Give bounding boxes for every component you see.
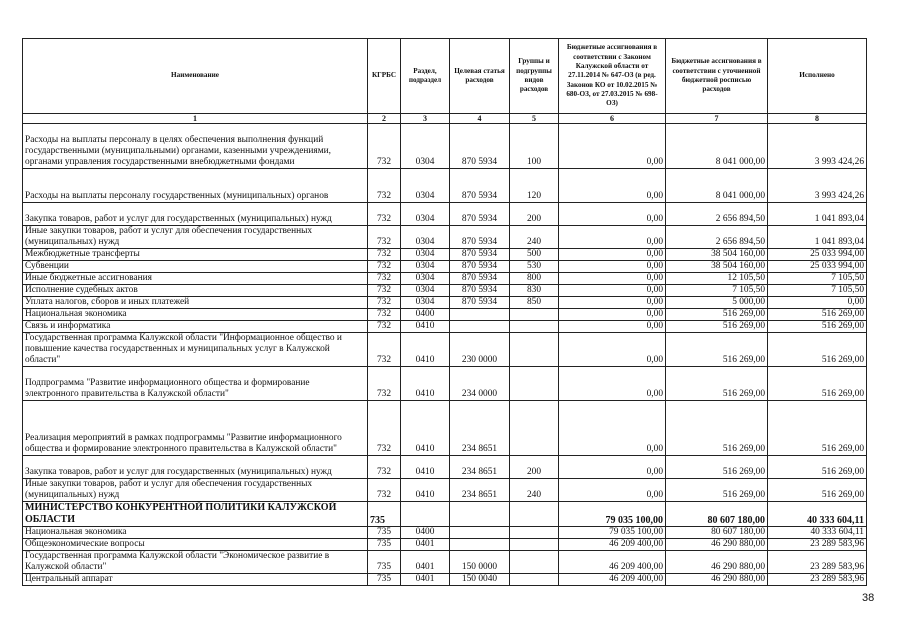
column-number: 2 — [368, 114, 401, 124]
row-name: Иные закупки товаров, работ и услуг для обеспечения государственных (муниципальных) нужд — [23, 479, 368, 502]
row-kgrbs: 732 — [368, 203, 401, 226]
header-statia: Целевая статья расходов — [450, 39, 510, 114]
table-row — [23, 527, 867, 539]
table-row — [23, 226, 867, 249]
row-kgrbs: 732 — [368, 249, 401, 261]
row-ispolneno: 516 269,00 — [768, 401, 867, 456]
table-row — [23, 249, 867, 261]
row-vid: 240 — [510, 226, 559, 249]
row-ispolneno: 1 041 893,04 — [768, 226, 867, 249]
row-name: Общеэкономические вопросы — [23, 539, 368, 551]
budget-execution-table — [22, 38, 867, 586]
row-budget-refined: 516 269,00 — [666, 367, 768, 401]
row-vid — [510, 574, 559, 586]
row-kgrbs: 732 — [368, 321, 401, 333]
row-name: Закупка товаров, работ и услуг для государственных (муниципальных) нужд — [23, 456, 368, 479]
row-razdel: 0410 — [401, 479, 450, 502]
table-row — [23, 333, 867, 367]
row-budget-refined: 7 105,50 — [666, 285, 768, 297]
row-budget-law: 0,00 — [559, 261, 666, 273]
row-statia: 234 8651 — [450, 479, 510, 502]
header-budget-refined: Бюджетные ассигнования в соответствии с уточненной бюджетной росписью расходов — [666, 39, 768, 114]
row-ispolneno: 23 289 583,96 — [768, 551, 867, 574]
row-vid — [510, 539, 559, 551]
row-budget-law: 0,00 — [559, 333, 666, 367]
row-statia: 870 5934 — [450, 285, 510, 297]
row-budget-law: 79 035 100,00 — [559, 527, 666, 539]
table-row — [23, 297, 867, 309]
row-budget-refined: 516 269,00 — [666, 456, 768, 479]
row-ispolneno: 0,00 — [768, 297, 867, 309]
row-vid: 500 — [510, 249, 559, 261]
row-ispolneno: 7 105,50 — [768, 285, 867, 297]
row-vid — [510, 551, 559, 574]
row-name: Реализация мероприятий в рамках подпрограммы "Развитие информационного общества и формирование электронного правительства в Калужской области" — [23, 401, 368, 456]
table-row — [23, 551, 867, 574]
row-ispolneno: 516 269,00 — [768, 479, 867, 502]
row-ispolneno: 516 269,00 — [768, 333, 867, 367]
row-name: Иные закупки товаров, работ и услуг для обеспечения государственных (муниципальных) нужд — [23, 226, 368, 249]
row-statia — [450, 321, 510, 333]
row-name: Иные бюджетные ассигнования — [23, 273, 368, 285]
row-budget-law: 0,00 — [559, 297, 666, 309]
row-vid: 200 — [510, 203, 559, 226]
row-name: Субвенции — [23, 261, 368, 273]
table-row — [23, 574, 867, 586]
row-budget-law: 79 035 100,00 — [559, 502, 666, 527]
row-statia: 150 0040 — [450, 574, 510, 586]
row-ispolneno: 1 041 893,04 — [768, 203, 867, 226]
table-row — [23, 321, 867, 333]
row-budget-law: 0,00 — [559, 309, 666, 321]
row-budget-refined: 46 290 880,00 — [666, 551, 768, 574]
column-number: 7 — [666, 114, 768, 124]
row-budget-law: 0,00 — [559, 226, 666, 249]
row-kgrbs: 735 — [368, 527, 401, 539]
row-budget-refined: 46 290 880,00 — [666, 539, 768, 551]
row-vid — [510, 321, 559, 333]
row-budget-law: 0,00 — [559, 401, 666, 456]
row-statia: 234 8651 — [450, 401, 510, 456]
row-kgrbs: 735 — [368, 539, 401, 551]
row-vid: 120 — [510, 169, 559, 203]
row-statia: 234 8651 — [450, 456, 510, 479]
row-name: Государственная программа Калужской области "Экономическое развитие в Калужской области" — [23, 551, 368, 574]
row-budget-refined: 12 105,50 — [666, 273, 768, 285]
table-row — [23, 273, 867, 285]
row-ispolneno: 3 993 424,26 — [768, 124, 867, 169]
row-budget-law: 0,00 — [559, 321, 666, 333]
table-row — [23, 124, 867, 169]
row-budget-law: 0,00 — [559, 479, 666, 502]
row-kgrbs: 735 — [368, 502, 401, 527]
header-name: Наименование — [23, 39, 368, 114]
row-statia: 870 5934 — [450, 261, 510, 273]
row-razdel: 0400 — [401, 309, 450, 321]
row-budget-law: 0,00 — [559, 456, 666, 479]
row-vid: 530 — [510, 261, 559, 273]
table-row — [23, 203, 867, 226]
row-razdel: 0304 — [401, 285, 450, 297]
header-ispolneno: Исполнено — [768, 39, 867, 114]
row-kgrbs: 732 — [368, 297, 401, 309]
row-razdel: 0410 — [401, 333, 450, 367]
row-razdel: 0410 — [401, 321, 450, 333]
row-vid: 850 — [510, 297, 559, 309]
row-budget-refined: 516 269,00 — [666, 333, 768, 367]
row-budget-refined: 8 041 000,00 — [666, 169, 768, 203]
row-name: Закупка товаров, работ и услуг для государственных (муниципальных) нужд — [23, 203, 368, 226]
row-budget-law: 0,00 — [559, 285, 666, 297]
table-row — [23, 309, 867, 321]
row-name: Исполнение судебных актов — [23, 285, 368, 297]
row-razdel: 0304 — [401, 124, 450, 169]
row-budget-refined: 516 269,00 — [666, 309, 768, 321]
row-razdel: 0400 — [401, 527, 450, 539]
column-number: 3 — [401, 114, 450, 124]
column-number: 8 — [768, 114, 867, 124]
row-ispolneno: 25 033 994,00 — [768, 249, 867, 261]
row-razdel: 0304 — [401, 249, 450, 261]
row-kgrbs: 732 — [368, 401, 401, 456]
header-gruppy: Группы и подгруппы видов расходов — [510, 39, 559, 114]
row-razdel: 0304 — [401, 261, 450, 273]
row-budget-refined: 5 000,00 — [666, 297, 768, 309]
row-kgrbs: 732 — [368, 273, 401, 285]
row-ispolneno: 3 993 424,26 — [768, 169, 867, 203]
row-budget-refined: 2 656 894,50 — [666, 203, 768, 226]
row-statia: 870 5934 — [450, 226, 510, 249]
row-kgrbs: 735 — [368, 574, 401, 586]
column-number: 1 — [23, 114, 368, 124]
row-kgrbs: 735 — [368, 551, 401, 574]
row-razdel: 0401 — [401, 551, 450, 574]
row-budget-refined: 516 269,00 — [666, 321, 768, 333]
row-ispolneno: 23 289 583,96 — [768, 574, 867, 586]
row-name: Национальная экономика — [23, 527, 368, 539]
row-name: Межбюджетные трансферты — [23, 249, 368, 261]
header-kgrbs: КГРБС — [368, 39, 401, 114]
row-razdel: 0304 — [401, 169, 450, 203]
row-budget-refined: 2 656 894,50 — [666, 226, 768, 249]
row-statia: 230 0000 — [450, 333, 510, 367]
row-name: Подпрограмма "Развитие информационного общества и формирование электронного правительства в Калужской области" — [23, 367, 368, 401]
row-budget-refined: 38 504 160,00 — [666, 249, 768, 261]
row-kgrbs: 732 — [368, 367, 401, 401]
column-number: 6 — [559, 114, 666, 124]
header-razdel: Раздел, подраздел — [401, 39, 450, 114]
page-number: 38 — [862, 592, 875, 604]
row-kgrbs: 732 — [368, 479, 401, 502]
row-vid — [510, 401, 559, 456]
row-budget-refined: 46 290 880,00 — [666, 574, 768, 586]
row-statia — [450, 309, 510, 321]
row-budget-law: 0,00 — [559, 367, 666, 401]
row-name: Государственная программа Калужской области "Информационное общество и повышение качества государственных и муниципальных услуг в Калужской области" — [23, 333, 368, 367]
row-statia: 234 0000 — [450, 367, 510, 401]
row-kgrbs: 732 — [368, 169, 401, 203]
table-row — [23, 367, 867, 401]
row-kgrbs: 732 — [368, 285, 401, 297]
row-vid — [510, 309, 559, 321]
row-budget-law: 0,00 — [559, 124, 666, 169]
row-name: Расходы на выплаты персоналу государственных (муниципальных) органов — [23, 169, 368, 203]
row-kgrbs: 732 — [368, 124, 401, 169]
row-ispolneno: 25 033 994,00 — [768, 261, 867, 273]
table-row — [23, 169, 867, 203]
row-budget-refined: 38 504 160,00 — [666, 261, 768, 273]
row-razdel: 0401 — [401, 539, 450, 551]
row-kgrbs: 732 — [368, 261, 401, 273]
row-vid: 240 — [510, 479, 559, 502]
row-name: Уплата налогов, сборов и иных платежей — [23, 297, 368, 309]
row-ispolneno: 516 269,00 — [768, 321, 867, 333]
row-kgrbs: 732 — [368, 226, 401, 249]
row-statia: 870 5934 — [450, 124, 510, 169]
column-number: 5 — [510, 114, 559, 124]
row-name: Национальная экономика — [23, 309, 368, 321]
row-name: МИНИСТЕРСТВО КОНКУРЕНТНОЙ ПОЛИТИКИ КАЛУЖСКОЙ ОБЛАСТИ — [23, 502, 368, 527]
row-budget-refined: 80 607 180,00 — [666, 527, 768, 539]
header-budget-law: Бюджетные ассигнования в соответствии с Законом Калужской области от 27.11.2014 № 647-ОЗ (в ред. Законов КО от 10.02.2015 № 680-ОЗ, от 27.03.2015 № 698-ОЗ) — [559, 39, 666, 114]
row-statia — [450, 527, 510, 539]
row-budget-refined: 516 269,00 — [666, 479, 768, 502]
row-budget-refined: 8 041 000,00 — [666, 124, 768, 169]
table-row — [23, 285, 867, 297]
row-budget-refined: 80 607 180,00 — [666, 502, 768, 527]
row-statia: 150 0000 — [450, 551, 510, 574]
row-ispolneno: 516 269,00 — [768, 456, 867, 479]
row-statia: 870 5934 — [450, 273, 510, 285]
row-budget-law: 46 209 400,00 — [559, 539, 666, 551]
row-ispolneno: 23 289 583,96 — [768, 539, 867, 551]
row-kgrbs: 732 — [368, 333, 401, 367]
row-statia — [450, 539, 510, 551]
row-razdel: 0304 — [401, 226, 450, 249]
row-vid: 100 — [510, 124, 559, 169]
row-razdel: 0401 — [401, 574, 450, 586]
table-row — [23, 261, 867, 273]
row-ispolneno: 40 333 604,11 — [768, 527, 867, 539]
header-row — [23, 39, 867, 114]
row-budget-refined: 516 269,00 — [666, 401, 768, 456]
row-razdel: 0304 — [401, 297, 450, 309]
row-razdel — [401, 502, 450, 527]
row-budget-law: 0,00 — [559, 203, 666, 226]
row-name: Центральный аппарат — [23, 574, 368, 586]
table-row — [23, 456, 867, 479]
row-name: Расходы на выплаты персоналу в целях обеспечения выполнения функций государственными (муниципальными) органами, казенными учреждениями, органами управления государственными внебюджетными фондами — [23, 124, 368, 169]
table-row — [23, 479, 867, 502]
row-vid — [510, 333, 559, 367]
row-razdel: 0304 — [401, 203, 450, 226]
row-vid: 200 — [510, 456, 559, 479]
row-vid: 830 — [510, 285, 559, 297]
row-statia — [450, 502, 510, 527]
table-row — [23, 401, 867, 456]
column-number: 4 — [450, 114, 510, 124]
row-budget-law: 46 209 400,00 — [559, 551, 666, 574]
row-razdel: 0410 — [401, 367, 450, 401]
row-kgrbs: 732 — [368, 309, 401, 321]
row-vid: 800 — [510, 273, 559, 285]
row-name: Связь и информатика — [23, 321, 368, 333]
row-ispolneno: 7 105,50 — [768, 273, 867, 285]
row-kgrbs: 732 — [368, 456, 401, 479]
row-razdel: 0410 — [401, 456, 450, 479]
row-vid — [510, 502, 559, 527]
row-budget-law: 0,00 — [559, 273, 666, 285]
row-ispolneno: 40 333 604,11 — [768, 502, 867, 527]
row-razdel: 0410 — [401, 401, 450, 456]
row-ispolneno: 516 269,00 — [768, 309, 867, 321]
row-budget-law: 46 209 400,00 — [559, 574, 666, 586]
column-number-row — [23, 114, 867, 124]
row-statia: 870 5934 — [450, 297, 510, 309]
row-vid — [510, 527, 559, 539]
row-statia: 870 5934 — [450, 203, 510, 226]
row-razdel: 0304 — [401, 273, 450, 285]
row-budget-law: 0,00 — [559, 169, 666, 203]
row-vid — [510, 367, 559, 401]
row-statia: 870 5934 — [450, 249, 510, 261]
ministry-row — [23, 502, 867, 527]
table-row — [23, 539, 867, 551]
row-statia: 870 5934 — [450, 169, 510, 203]
row-budget-law: 0,00 — [559, 249, 666, 261]
row-ispolneno: 516 269,00 — [768, 367, 867, 401]
